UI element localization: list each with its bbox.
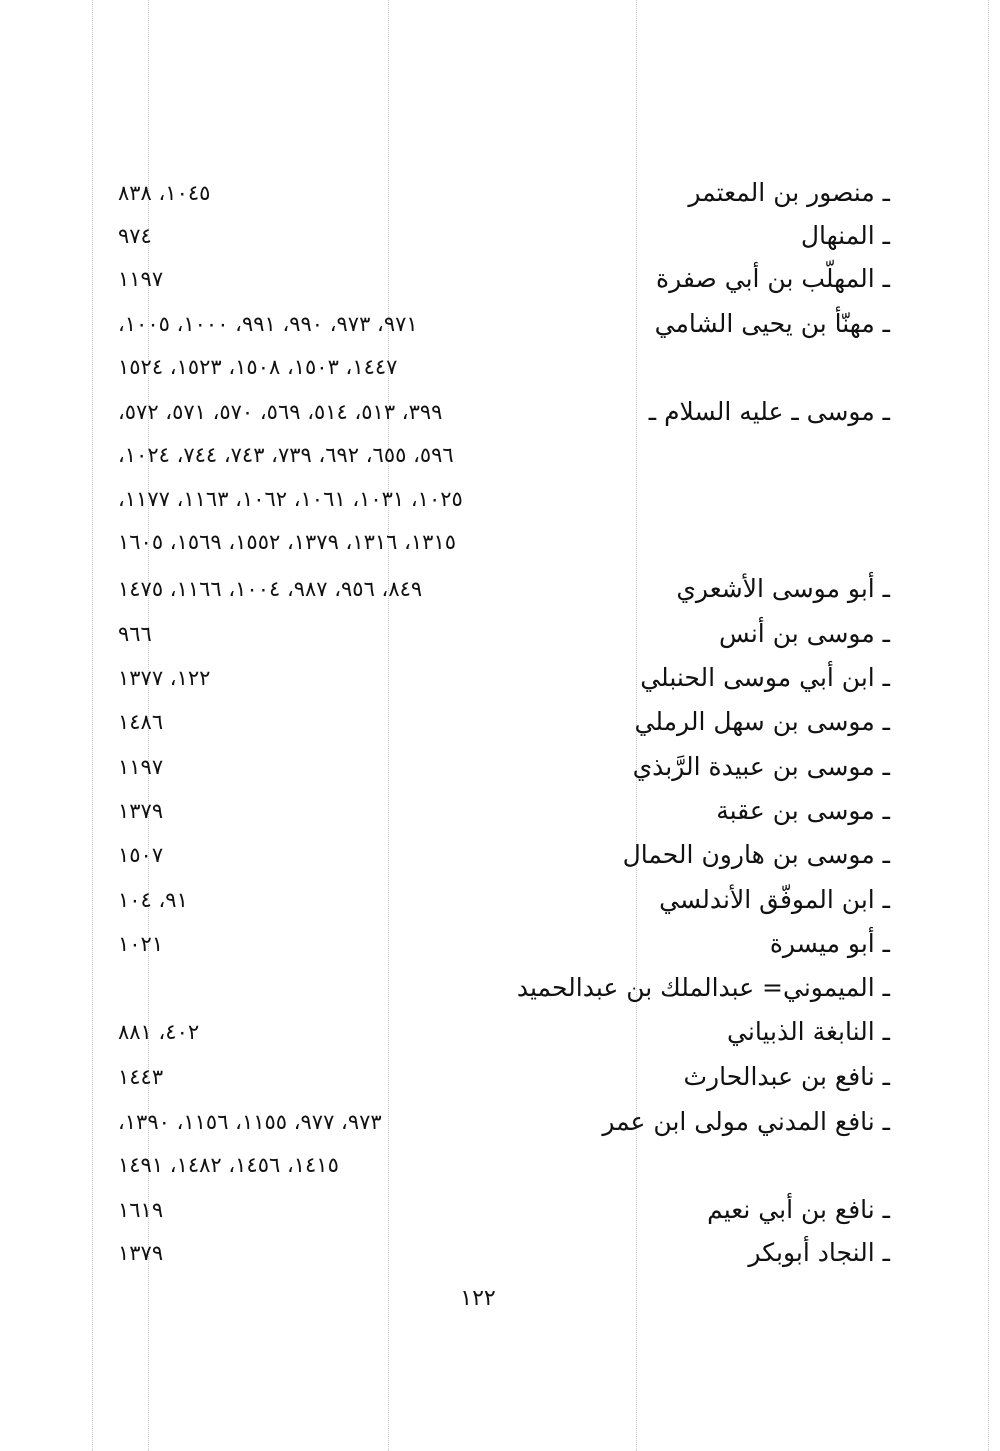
entry-pages-continued: ١٠٢٥، ١٠٣١، ١٠٦١، ١٠٦٢، ١١٦٣، ١١٧٧، [118, 487, 463, 511]
entry-pages: ١١٩٧ [118, 267, 164, 291]
entry-name: ـ منصور بن المعتمر [688, 178, 890, 207]
entry-name: ـ موسى ـ عليه السلام ـ [648, 397, 890, 426]
entry-pages-continued: ١٤٤٧، ١٥٠٣، ١٥٠٨، ١٥٢٣، ١٥٢٤ [118, 355, 398, 379]
entry-name: ـ موسى بن سهل الرملي [634, 707, 890, 736]
entry-pages: ٩٧٤ [118, 224, 152, 248]
entry-name: ـ الميموني= عبدالملك بن عبدالحميد [516, 973, 890, 1002]
entry-pages-continued: ٥٩٦، ٦٥٥، ٦٩٢، ٧٣٩، ٧٤٣، ٧٤٤، ١٠٢٤، [118, 443, 454, 467]
entry-pages: ١١٩٧ [118, 755, 164, 779]
entry-name: ـ ابن أبي موسى الحنبلي [640, 663, 890, 692]
entry-name: ـ مهنّأ بن يحيى الشامي [654, 309, 890, 338]
entry-pages: ١٣٧٩ [118, 799, 164, 823]
entry-pages-continued: ١٣١٥، ١٣١٦، ١٣٧٩، ١٥٥٢، ١٥٦٩، ١٦٠٥ [118, 530, 457, 554]
entry-name: ـ المنهال [800, 221, 890, 250]
entry-name: ـ موسى بن عقبة [716, 796, 890, 825]
entry-name: ـ نافع بن عبدالحارث [683, 1062, 890, 1091]
page-number: ١٢٢ [460, 1286, 496, 1311]
entry-pages: ١٢٢، ١٣٧٧ [118, 666, 211, 690]
entry-pages: ٨٤٩، ٩٥٦، ٩٨٧، ١٠٠٤، ١١٦٦، ١٤٧٥ [118, 577, 423, 601]
entry-name: ـ أبو موسى الأشعري [676, 574, 890, 603]
entry-pages: ٩٧١، ٩٧٣، ٩٩٠، ٩٩١، ١٠٠٠، ١٠٠٥، [118, 312, 418, 336]
entry-pages: ١٤٤٣ [118, 1065, 164, 1089]
entry-pages: ١٦١٩ [118, 1198, 164, 1222]
entry-name: ـ موسى بن أنس [718, 619, 890, 648]
entry-pages: ٤٠٢، ٨٨١ [118, 1020, 200, 1044]
entry-pages-continued: ١٤١٥، ١٤٥٦، ١٤٨٢، ١٤٩١ [118, 1153, 339, 1177]
entry-name: ـ النجاد أبوبكر [748, 1238, 890, 1267]
entry-pages: ٩١، ١٠٤ [118, 888, 188, 912]
entry-name: ـ نافع المدني مولى ابن عمر [602, 1107, 890, 1136]
entry-pages: ١٥٠٧ [118, 843, 164, 867]
entry-name: ـ موسى بن عبيدة الرَّبذي [632, 752, 890, 781]
entry-pages: ٣٩٩، ٥١٣، ٥١٤، ٥٦٩، ٥٧٠، ٥٧١، ٥٧٢، [118, 400, 443, 424]
entry-pages: ١٠٢١ [118, 932, 164, 956]
entry-pages: ١٣٧٩ [118, 1241, 164, 1265]
entry-name: ـ ابن الموفّق الأندلسي [659, 885, 890, 914]
entry-pages: ١٠٤٥، ٨٣٨ [118, 181, 211, 205]
entry-name: ـ النابغة الذبياني [727, 1017, 890, 1046]
entry-pages: ٩٦٦ [118, 622, 152, 646]
entry-pages: ١٤٨٦ [118, 710, 164, 734]
entry-name: ـ نافع بن أبي نعيم [707, 1195, 890, 1224]
entry-name: ـ موسى بن هارون الحمال [622, 840, 890, 869]
entry-name: ـ المهلّب بن أبي صفرة [656, 264, 890, 293]
entry-name: ـ أبو ميسرة [769, 929, 890, 958]
entry-pages: ٩٧٣، ٩٧٧، ١١٥٥، ١١٥٦، ١٣٩٠، [118, 1110, 382, 1134]
